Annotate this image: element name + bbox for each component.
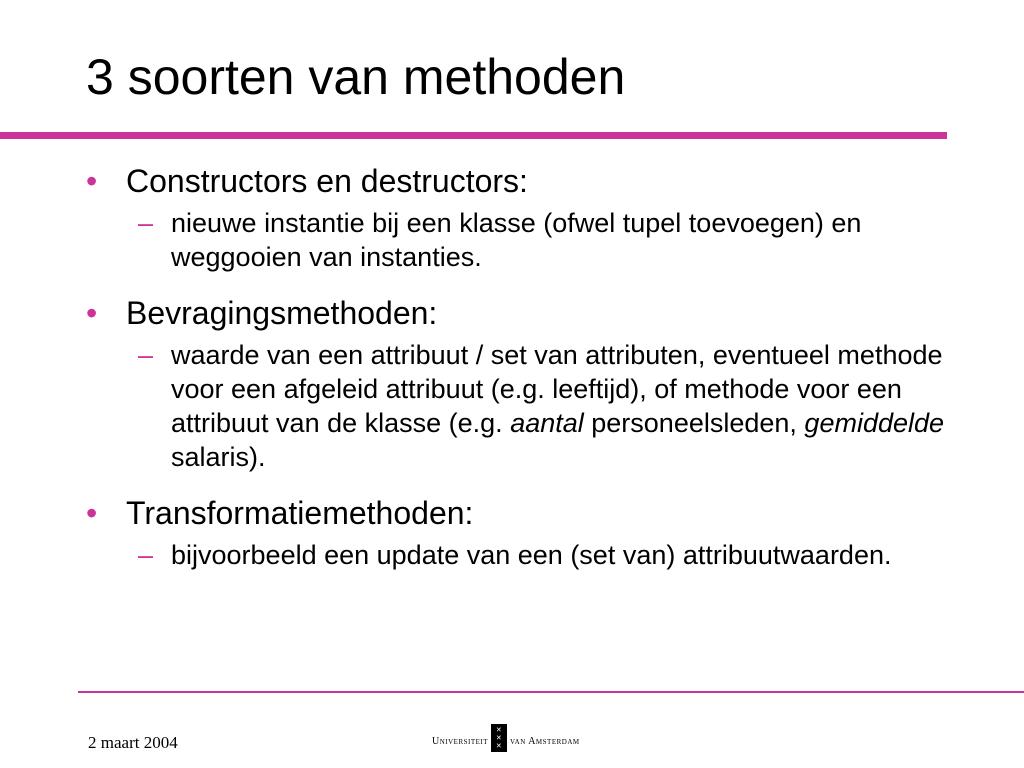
- amsterdam-xxx-shield-icon: ✕ ✕ ✕: [491, 724, 507, 752]
- bullet-sub-wrapper: [86, 338, 986, 474]
- sub-bullet-item: [126, 338, 986, 474]
- slide-content: [86, 160, 986, 572]
- bullet-group-constructors: [86, 160, 986, 274]
- footer-divider: [78, 691, 1024, 693]
- bullet-item: [86, 492, 986, 534]
- bullet-label: Transformatiemethoden:: [126, 495, 474, 531]
- bullet-item: [86, 292, 986, 334]
- logo-text-left: Universiteit: [432, 736, 488, 747]
- sub-bullet-text: bijvoorbeeld een update van een (set van) attribuutwaarden.: [171, 540, 892, 570]
- bullet-group-bevraging: [86, 292, 986, 474]
- bullet-sub-wrapper: [86, 538, 986, 572]
- dash-marker: –: [138, 540, 154, 570]
- bullet-sub-wrapper: [86, 206, 986, 274]
- sub-text-part: waarde van een attribuut / set van attributen, eventueel methode voor een afgeleid attribuut (e.g. leeftijd), of methode voor een attribuut van de klasse (e.g.: [171, 340, 943, 438]
- sub-bullet-item: [126, 538, 986, 572]
- bullet-marker: •: [86, 295, 98, 331]
- sub-bullet-item: [126, 206, 986, 274]
- slide-title: 3 soorten van methoden: [86, 49, 626, 105]
- bullet-marker: •: [86, 495, 98, 531]
- university-logo: [432, 722, 580, 752]
- sub-text-part: salaris).: [171, 442, 266, 472]
- bullet-label: Constructors en destructors:: [126, 163, 528, 199]
- title-divider: [0, 132, 947, 139]
- footer-date: 2 maart 2004: [88, 733, 178, 752]
- dash-marker: –: [138, 208, 154, 238]
- bullet-marker: •: [86, 163, 98, 199]
- bullet-label: Bevragingsmethoden:: [126, 295, 438, 331]
- sub-bullet-text: [171, 338, 971, 474]
- logo-text-right: van Amsterdam: [510, 736, 580, 747]
- emphasis-aantal: aantal: [510, 408, 584, 438]
- bullet-group-transformatie: [86, 492, 986, 572]
- sub-bullet-text: nieuwe instantie bij een klasse (ofwel tupel toevoegen) en weggooien van instanties.: [171, 208, 862, 272]
- sub-text-part: personeelsleden,: [583, 408, 805, 438]
- dash-marker: –: [138, 340, 154, 370]
- bullet-item: [86, 160, 986, 202]
- emphasis-gemiddelde: gemiddelde: [804, 408, 945, 438]
